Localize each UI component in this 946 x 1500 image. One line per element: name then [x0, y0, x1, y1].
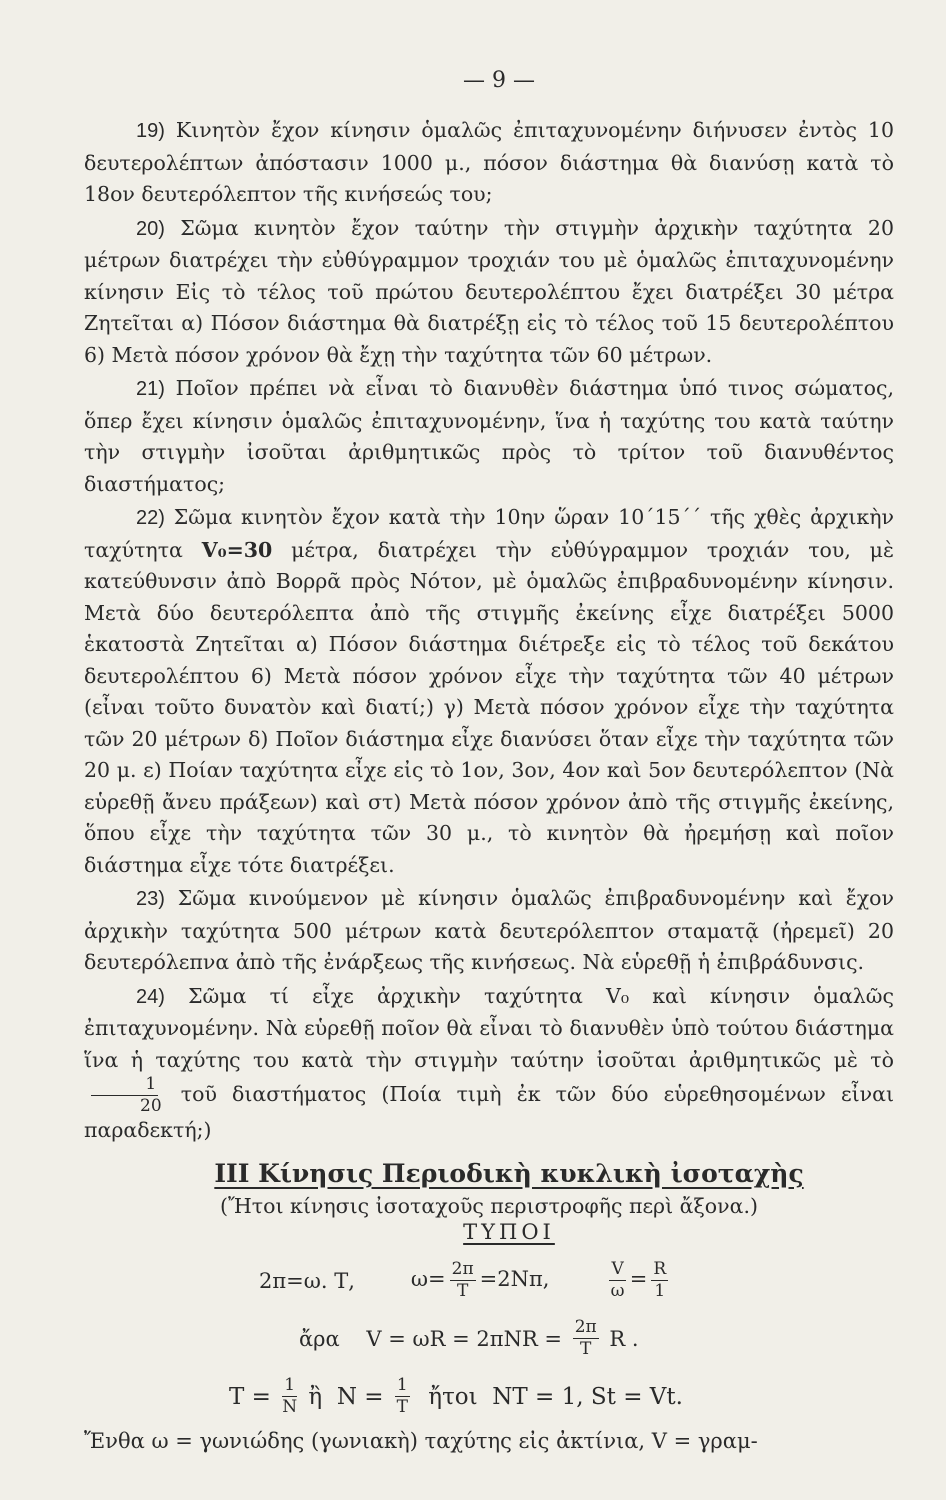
formula-ratio [605, 1261, 672, 1300]
problem-number: 24) [136, 985, 165, 1008]
problem-number: 23) [136, 888, 165, 910]
fraction [450, 1261, 476, 1300]
problem-text: Ποῖον πρέπει νὰ εἶναι τὸ διανυθὲν διάστημα ὑπό τινος σώματος, ὅπερ ἔχει κίνησιν ὁμαλῶς ἐπιταχυνομένην, ἵνα ἡ ταχύτης του κατὰ ταύτην τὴν στιγμὴν ἰσοῦται ἀριθμητικῶς πρὸς τὸ τρίτον τοῦ διανυθέντος διαστήματος; [84, 376, 894, 496]
problem-number: 20) [136, 217, 165, 240]
problem-19 [84, 115, 894, 211]
problem-number: 22) [136, 507, 165, 529]
fraction-numerator: 2π [574, 1317, 597, 1337]
page-number: — 9 — [463, 68, 535, 93]
problem-text: Σῶμα κινητὸν ἔχον ταύτην τὴν στιγμὴν ἀρχικὴν ταχύτητα 20 μέτρων διατρέχει τὴν εὐθύγραμμον τροχιάν του μὲ ὁμαλῶς ἐπιταχυνομένην κίνησιν Εἰς τὸ τέλος τοῦ πρώτου δευτερολέπτου ἔχει διατρέξει 30 μέτρα Ζητεῖται α) Πόσον διάστημα θὰ διατρέξῃ εἰς τὸ τέλος τοῦ 15 δευτερολέπτου 6) Μετὰ πόσον χρόνον θὰ ἔχῃ τὴν ταχύτητα τῶν 60 μέτρων. [84, 215, 894, 367]
fraction [573, 1319, 599, 1358]
problem-text-before: Σῶμα τί εἶχε ἀρχικὴν ταχύτητα V₀ καὶ κίνησιν ὁμαλῶς ἐπιταχυνομένην. Νὰ εὑρεθῇ ποῖον θὰ εἶναι τὸ διανυθὲν ὑπὸ τούτου διάστημα ἵνα ἡ ταχύτης του κατὰ τὴν στιγμὴν ταύτην ἰσοῦται ἀριθμητικῶς μὲ τὸ [84, 983, 894, 1072]
formula-text: = [629, 1267, 648, 1291]
problem-21 [84, 373, 894, 500]
formula-text: ἄρα V = ωR = 2πNR = [299, 1326, 569, 1351]
problem-24 [84, 981, 894, 1147]
velocity-symbol: V₀=30 [201, 537, 273, 562]
formula-angular-velocity [411, 1261, 550, 1300]
formula-line-1 [84, 1252, 894, 1310]
fraction-denominator: ω [610, 1281, 625, 1301]
problem-text: Σῶμα κινούμενον μὲ κίνησιν ὁμαλῶς ἐπιβραδυνομένην καὶ ἔχον ἀρχικὴν ταχύτητα 500 μέτρων κατὰ δευτερόλεπτον σταματᾷ (ἠρεμεῖ) 20 δευτερόλεπνα ἀπὸ τῆς ἐνάρξεως τῆς κινήσεως. Νὰ εὑρεθῇ ἡ ἐπιβράδυνσις. [84, 886, 894, 974]
fraction-denominator: 20 [140, 1096, 162, 1116]
problem-23 [84, 883, 894, 979]
problem-text-after: μέτρα, διατρέχει τὴν εὐθύγραμμον τροχιάν του, μὲ κατεύθυνσιν ἀπὸ Βορρᾶ πρὸς Νότον, μὲ ὁμαλῶς ἐπιβραδυνομένην κίνησιν. Μετὰ δύο δευτερόλεπτα ἀπὸ τῆς στιγμῆς ἐκείνης εἶχε διατρέξει 5000 ἑκατοστὰ Ζητεῖται α) Πόσον διάστημα διέτρεξε εἰς τὸ τέλος τοῦ δεκάτου δευτερολέπτου 6) Μετὰ πόσον χρόνον εἶχε τὴν ταχύτητα τῶν 40 μέτρων (εἶναι τοῦτο δυνατὸν καὶ διατί;) γ) Μετὰ πόσον χρόνον εἶχε τὴν ταχύτητα τῶν 20 μέτρων δ) Ποῖον διάστημα εἶχε διανύσει ὅταν εἶχε τὴν ταχύτητα τῶν 20 μ. ε) Ποίαν ταχύτητα εἶχε εἰς τὸ 1ον, 3ον, 4ον καὶ 5ον δευτερόλεπτον (Νὰ εὑρεθῇ ἄνευ πράξεων) καὶ στ) Μετὰ πόσον χρόνον ἀπὸ τῆς στιγμῆς ἐκείνης, ὅπου εἶχε τὴν ταχύτητα τῶν 30 μ., τὸ κινητὸν θὰ ἠρεμήσῃ καὶ ποῖον διάστημα εἶχε τότε διατρέξει. [84, 537, 894, 877]
formulas-label: ΤΥΠΟΙ [463, 1219, 555, 1244]
fraction [88, 1076, 162, 1115]
section-subtitle: (Ἤτοι κίνησις ἰσοταχοῦς περιστροφῆς περὶ ἄξονα.) [220, 1193, 758, 1218]
fraction-denominator: Ν [282, 1397, 298, 1417]
problem-text-before: Σῶμα κινητὸν ἔχον κατὰ τὴν 10ην ὥραν 10΄15΄΄ τῆς χθὲς ἀρχικὴν ταχύτητα [84, 505, 894, 562]
problem-20 [84, 213, 894, 372]
formula-text: R . [602, 1326, 639, 1351]
formula-text: =2Νπ, [479, 1267, 550, 1291]
formula-line-2 [84, 1310, 894, 1368]
problem-text-after: τοῦ διαστήματος (Ποία τιμὴ ἐκ τῶν δύο εὑρεθησομένων εἶναι παραδεκτή;) [84, 1082, 894, 1142]
fraction-denominator: 1 [654, 1281, 666, 1301]
formula-period: 2π=ω. Τ, [259, 1268, 355, 1293]
fraction-denominator: Τ [456, 1281, 469, 1301]
fraction-denominator: Τ [396, 1397, 408, 1417]
section-title: III Κίνησις Περιοδικὴ κυκλικὴ ἰσοταχὴς [214, 1158, 804, 1188]
formula-text: ἢ Ν = [301, 1383, 391, 1410]
fraction-numerator: V [611, 1259, 624, 1279]
fraction [395, 1377, 410, 1416]
definition-line: Ἔνθα ω = γωνιώδης (γωνιακὴ) ταχύτης εἰς ἀκτίνια, V = γραμ- [84, 1428, 758, 1453]
fraction-numerator: 2π [451, 1259, 474, 1279]
problem-text: Κινητὸν ἔχον κίνησιν ὁμαλῶς ἐπιταχυνομένην διήνυσεν ἐντὸς 10 δευτερολέπτων ἀπόστασιν 1000 μ., πόσον διάστημα θὰ διανύσῃ κατὰ τὸ 18ον δευτερόλεπτον τῆς κινήσεώς του; [84, 118, 894, 206]
problem-number: 21) [136, 378, 165, 400]
problem-number: 19) [136, 120, 165, 142]
fraction-numerator: 1 [91, 1076, 158, 1096]
fraction-denominator: Τ [580, 1339, 592, 1359]
formula-text: ω= [410, 1267, 446, 1291]
formula-text: ἤτοι ΝΤ = 1, St = Vt. [413, 1383, 683, 1410]
fraction-numerator: 1 [284, 1375, 296, 1395]
formula-line-3 [84, 1368, 894, 1426]
fraction [651, 1261, 668, 1300]
fraction-numerator: R [653, 1259, 667, 1279]
fraction [282, 1377, 297, 1416]
formula-text: Τ = [229, 1383, 279, 1410]
problem-22 [84, 502, 894, 881]
fraction-numerator: 1 [396, 1375, 408, 1395]
fraction [609, 1261, 625, 1300]
